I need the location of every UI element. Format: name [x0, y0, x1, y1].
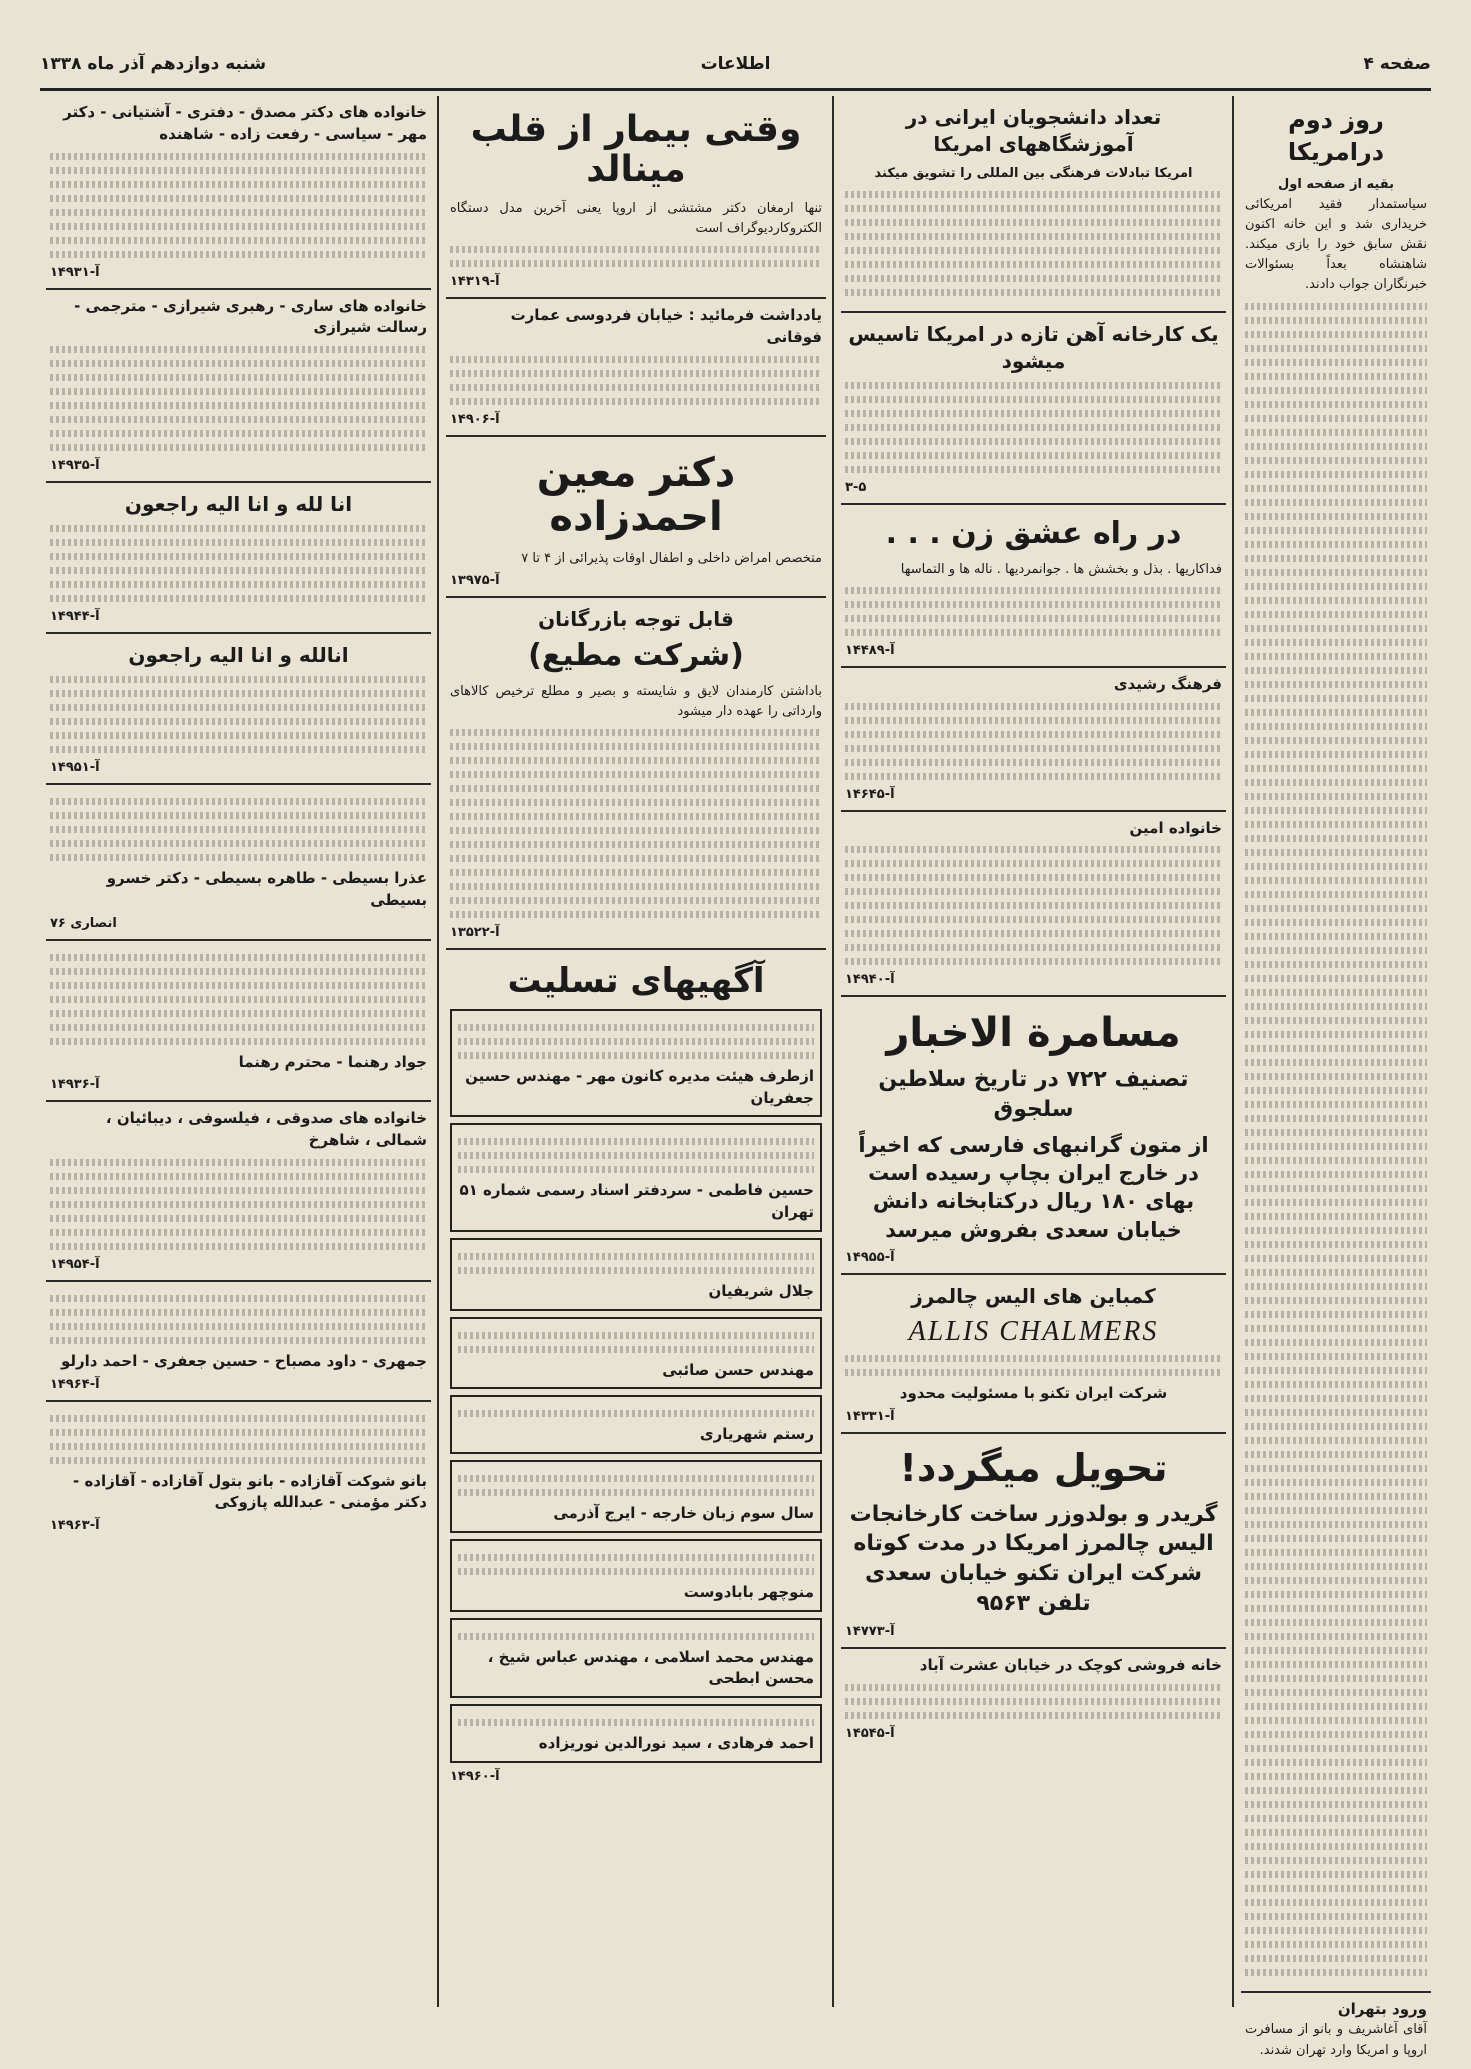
ad-delivery — [841, 1434, 1226, 1650]
article-title: تعداد دانشجویان ایرانی در آموزشگاههای امریکا — [905, 105, 1162, 156]
arrival-title: ورود بتهران — [1337, 1999, 1427, 2018]
ad-code: آ-۱۴۶۴۵ — [845, 786, 895, 802]
ad-code: آ-۱۳۵۲۲ — [450, 924, 500, 940]
article-iron-factory — [841, 313, 1226, 505]
ad-title: فرهنگ رشیدی — [1113, 674, 1222, 693]
ad-title: مسامرة الاخبار — [886, 1010, 1181, 1057]
ad-text: متخصص امراض داخلی و اطفال اوقات پذیرائی از ۴ تا ۷ — [521, 550, 822, 566]
ad-body: از متون گرانبهای فارسی که اخیراً در خارج ایران بچاپ رسیده است بهای ۱۸۰ ریال درکتابخانه دانش خیابان سعدی بفروش میرسد — [858, 1132, 1209, 1242]
column-4 — [46, 96, 431, 2007]
article-title: روز دوم درامریکا — [1287, 106, 1385, 167]
paper-name: اطلاعات — [700, 54, 771, 74]
column-rule — [437, 96, 439, 2007]
ad-merchants — [446, 598, 826, 950]
ad-mosamereh — [841, 997, 1226, 1275]
article-subtitle: بقیه از صفحه اول — [1278, 176, 1394, 192]
ad-small-house — [841, 1649, 1226, 1749]
ad-love-story — [841, 505, 1226, 668]
arrival-text: آقای آغاشریف و بانو از مسافرت اروپا و امریکا وارد تهران شدند. — [1245, 2022, 1427, 2058]
ad-company: (شرکت مطیع) — [528, 638, 744, 674]
column-2 — [841, 96, 1226, 2007]
article-students — [841, 96, 1226, 313]
notice-title: خانواده امین — [1129, 818, 1222, 837]
list-item: جلال شریفیان — [450, 1238, 822, 1311]
ad-code: ۳-۵ — [845, 480, 867, 496]
ad-books — [841, 668, 1226, 812]
article-us-visit — [1241, 96, 1431, 1993]
list-item: منوچهر بابادوست — [450, 1539, 822, 1612]
list-item: رستم شهریاری — [450, 1395, 822, 1454]
ad-code: آ-۱۳۹۷۵ — [450, 573, 500, 589]
arrival-notice — [1241, 1993, 1431, 2069]
page-number: صفحه ۴ — [1363, 54, 1431, 74]
article-text-lines — [1245, 303, 1427, 1976]
masthead — [40, 48, 1431, 91]
ad-body: گریدر و بولدوزر ساخت کارخانجات الیس چالمرز امریکا در مدت کوتاه شرکت ایران تکنو خیابان سعدی تلفن ۹۵۶۳ — [849, 1501, 1218, 1616]
ad-code: آ-۱۴۷۷۳ — [845, 1624, 895, 1640]
ad-code: آ-۱۴۹۵۵ — [845, 1250, 895, 1266]
ad-code: آ-۱۴۴۸۹ — [845, 642, 895, 658]
list-item: جمهری - داود مصباح - حسین جعفری - احمد دارلو آ-۱۴۹۶۴ — [46, 1282, 431, 1402]
article-title: یک کارخانه آهن تازه در امریکا تاسیس میشود — [848, 322, 1219, 374]
list-item: جواد رهنما - محترم رهنما آ-۱۴۹۳۶ — [46, 941, 431, 1103]
list-item: مهندس محمد اسلامی ، مهندس عباس شیخ ، محسن ابطحی — [450, 1618, 822, 1699]
issue-date: شنبه دوازدهم آذر ماه ۱۳۳۸ — [40, 54, 267, 74]
column-3 — [446, 96, 826, 2007]
brand-name: ALLIS CHALMERS — [908, 1316, 1159, 1348]
ad-allis-chalmers — [841, 1275, 1226, 1434]
ad-title: تحویل میگردد! — [899, 1445, 1168, 1490]
list-item: خانواده های دکتر مصدق - دفتری - آشتیانی - دکتر مهر - سیاسی - رفعت زاده - شاهنده آ-۱۴۹۳۱ — [46, 96, 431, 290]
ad-code: آ-۱۴۵۴۵ — [845, 1726, 895, 1742]
list-item: انالله و انا الیه راجعون آ-۱۴۹۵۱ — [46, 634, 431, 785]
list-item: مهندس حسن صائبی — [450, 1317, 822, 1390]
ad-text: فداکاریها . بذل و بخشش ها . جوانمردیها . ناله ها و التماسها — [900, 561, 1222, 577]
ad-title: دکتر معین احمدزاده — [536, 449, 736, 540]
list-item: احمد فرهادی ، سید نورالدین نوریزاده — [450, 1704, 822, 1763]
list-item: انا لله و انا الیه راجعون آ-۱۴۹۴۴ — [46, 483, 431, 634]
section-title: آگهیهای تسلیت — [507, 960, 765, 1001]
column-rule — [1232, 96, 1234, 2007]
notice-amin-family — [841, 812, 1226, 998]
article-body: سیاستمدار فقید امریکائی خریداری شد و این خانه اکنون نقش سابق خود را بازی میکند. شاهنشاه بعداً بسئوالات خبرنگاران جواب دادند. — [1245, 196, 1427, 293]
ad-title: خانه فروشی کوچک در خیابان عشرت آباد — [919, 1656, 1222, 1675]
notice-code: آ-۱۴۹۴۰ — [845, 972, 895, 988]
ad-note — [446, 299, 826, 437]
list-item: سال سوم زبان خارجه - ایرج آذرمی — [450, 1460, 822, 1533]
list-item: عذرا بسیطی - طاهره بسیطی - دکتر خسرو بسیطی انصاری ۷۶ — [46, 785, 431, 941]
ad-title: کمباین های الیس چالمرز — [911, 1284, 1156, 1309]
list-item: ازطرف هیئت مدیره کانون مهر - مهندس حسین جعفریان — [450, 1009, 822, 1118]
column-1 — [1241, 96, 1431, 2058]
ad-code: آ-۱۴۳۱۹ — [450, 274, 500, 290]
ad-subtitle: تصنیف ۷۲۲ در تاریخ سلاطین سلجوق — [878, 1067, 1189, 1122]
column-rule — [832, 96, 834, 2007]
list-item: بانو شوکت آقازاده - بانو بتول آقازاده - آقازاده - دکتر مؤمنی - عبدالله پازوکی آ-۱۴۹۶۳ — [46, 1402, 431, 1542]
ad-code: آ-۱۴۳۳۱ — [845, 1408, 895, 1424]
ad-company: شرکت ایران تکنو با مسئولیت محدود — [899, 1384, 1168, 1403]
ad-heart — [446, 96, 826, 299]
list-item: خانواده های صدوقی ، فیلسوفی ، دیبائیان ، شمالی ، شاهرخ آ-۱۴۹۵۴ — [46, 1102, 431, 1282]
condolences — [446, 950, 826, 1792]
ad-doctor — [446, 437, 826, 598]
article-subtitle: امریکا تبادلات فرهنگی بین المللی را تشویق میکند — [874, 166, 1193, 181]
ad-title: قابل توجه بازرگانان — [538, 607, 734, 632]
ad-text: تنها ارمغان دکتر مشتشی از اروپا یعنی آخرین مدل دستگاه الکتروکاردیوگراف است — [450, 201, 822, 237]
ad-title: یادداشت فرمائید : خیابان فردوسی عمارت فوقانی — [510, 306, 822, 347]
ad-code: آ-۱۴۹۰۶ — [450, 411, 500, 427]
ad-text: باداشتن کارمندان لایق و شایسته و بصیر و مطلع ترخیص کالاهای وارداتی را عهده دار میشود — [450, 683, 822, 719]
ad-title: وقتی بیمار از قلب مینالد — [470, 109, 802, 190]
section-code: آ-۱۴۹۶۰ — [450, 1768, 500, 1784]
list-item: خانواده های ساری - رهبری شیرازی - مترجمی - رسالت شیرازی آ-۱۴۹۳۵ — [46, 290, 431, 484]
ad-title: در راه عشق زن . . . — [885, 516, 1182, 552]
condolence-list — [450, 1009, 822, 1763]
list-item: حسین فاطمی - سردفتر اسناد رسمی شماره ۵۱ تهران — [450, 1123, 822, 1232]
